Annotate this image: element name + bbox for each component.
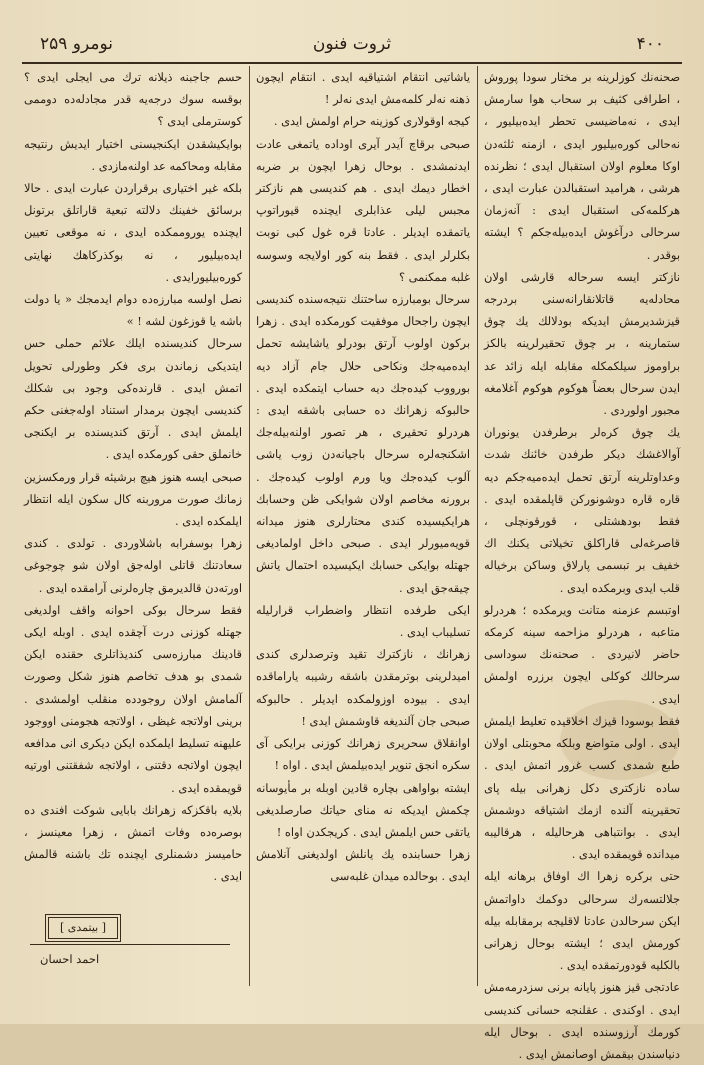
paragraph: اوانقلاق سحریری زهرانك کوزنی برایکی آی سکره انجق تنویر ایده‌بیلمش ایدی . اواه ! bbox=[256, 736, 470, 773]
text-column-left bbox=[24, 66, 242, 912]
paragraph: کیجه اوقولاری کوزینه حرام اولمش ایدی . bbox=[273, 114, 470, 129]
paragraph: صبحى ایسه هنوز هیچ برشیئه قرار ورمکسزین زمانك صورت مروربنه کال سکون ایله انتظار ایلمکده ایدى . bbox=[24, 469, 242, 529]
paragraph: ایکی طرفده انتظار واضطراب قرارلیله تسلیباب ایدی . bbox=[256, 602, 470, 640]
paragraph: بلکه غیر اختیاری برقراردن عبارت ایدى . حالا برسائق خفینك دلالته تبعیة قاراتلق برتونل ایچنده یوروممکده ایدى ، نه موقعى تعیین ایده‌بیلیور ، نه بوکذرکاهك نهایتى کوره‌بیلیورایدى . bbox=[24, 181, 242, 284]
journal-title: ثروت فنون bbox=[312, 34, 392, 54]
paragraph: ایشته بواواهی بچاره قادین اوبله بر مأیوسانه چکمش ایدیکه نه منای حیاتك صارصلدیغی یاتقی حس ایلمش ایدی . کریجکدن اواه ! bbox=[256, 780, 470, 839]
paragraph: یاشاتیی انتقام اشتیاقیه ایدی . انتقام ایچون ذهنه نه‌لر کلمه‌مش ایدی نه‌لر ! bbox=[256, 70, 470, 107]
paragraph: یك چوق کره‌لر برطرفدن یونوران آوالاغشك دیکر طرفدن خائنك شدت وعداوتلرینه آرتق تحمل ایده‌میه‌جکم دیه قاره قاره دوشونورکن قاپلمقده ایدی . فقط بودهشتلی ، قورقونچلی ، قاصرغه‌لی قاراکلق تخیلاتی یکنك اك خفیف بر تبسمی پارلاق وساکن برخیاله قلب ایدی وبرمکده ایدی . bbox=[484, 425, 680, 595]
paragraph: نازکتر ایسه سرحاله قارشی اولان محادله‌یه قاتلانقارانه‌سنی بردرجه قیزشدیرمش ایدیکه بودلالك یك چوق ستمارینه ، بر چوق تحقیرلرینه بالکز براوموز سیلکمکله مقابله ایله زائد عد ایدن سرحال بعضاً هوکوم هوکوم آغلامغه مجبور اولوردی . bbox=[484, 269, 680, 418]
column-divider bbox=[249, 66, 250, 986]
paragraph: صبحی برقاچ آیدر آیری اوداده یاتمغی عادت ایدنمشدی . بوحال زهرا ایچون بر ضربه اخطار دیمك ایدی . هم کندیسی هم نازکتر مجبس لیلی عذابلری ایچنده قیوراتوپ یاتمقده ایدیلر . عادتا قره غول کبی نوبت بکلرلر ایدی . فقط بنه کور اولایجه وسوسه غلبه ممکنمی ؟ bbox=[256, 136, 470, 284]
paragraph: زهرا حسابنده یك یانلش اولدیغنی آنلامش ایدی . بوحالده میدان غلبه‌سی bbox=[256, 847, 470, 884]
paragraph: زهرانك ، نازکترك تقید وترصدلری کندی امیدلرینی بوترمقدن باشقه رشیبه یاراماقده ایدی . بیوده اوزولمکده ایدیلر . حالبوکه صبحی جان آلندیغه قاوشمش ایدی ! bbox=[256, 647, 470, 728]
paragraph: حتی برکره زهرا اك اوفاق برهانه ایله جلالتسه‌رك سرحالی دوکمك داواتمش ایکن سرحالدن عادتا لاقلیجه برمقابله بیله کورمش ایدی ؛ ایشته بوحال زهرانی بالکلیه قودورتمقده ایدی . bbox=[484, 869, 680, 973]
page-number: ۴۰۰ bbox=[636, 34, 664, 54]
paragraph: سرحال کندیسنده ایلك علائم حملى حس ایتدیکى زماندن برى فکر وطورلی تحویل اتمش ایدى . قارنده‌کى وجود بى شکلك کندیسى ایچون برمدار استناد اوله‌جغنى حکم ایلمش ایدى . آرتق کندیسنده بر ایکنجى خانملق حقى کورمکده ایدى . bbox=[24, 336, 242, 462]
paragraph: زهرا بوسفرابه باشلاوردى . تولدى . کندى سعادتنك قاتلى اوله‌جق اولان شو چوجوغى اورته‌دن قالدیرمق چاره‌لرنى آرامقده ایدى . bbox=[24, 536, 242, 595]
paragraph: نصل اولسه مبارزه‌ده دوام ایدمجك « يا دولت باشه يا قوزغون لشه ! » bbox=[24, 292, 242, 329]
to-be-continued-box: [ بیتمدى ] bbox=[48, 917, 118, 939]
paragraph: بوایکیشقدن ایکنجیسنى اختیار ایدیش رنتیجه مقابله ومحاکمه عد اولنه‌مازدى . bbox=[24, 136, 242, 173]
text-column-right bbox=[484, 66, 680, 1061]
column-divider bbox=[477, 66, 478, 986]
paragraph: فقط بوسودا قیزك اخلاقیده تعلیط ایلمش ایدی . اولی متواضع وبلکه محوبتلی اولان طبع شمدی کسب غرور اتمش ایدی . ساده نازکتری دکل زهرانی بیله پای تحقیرینه آلنده ازمك اشتیاقه دوشمش ایدی . بوانتباهی هرحالیله ، هرقالیبه میدانده قویمقده ایدی . bbox=[484, 713, 680, 862]
author-signature: احمد احسان bbox=[40, 952, 100, 966]
paragraph: عادتجی قیز هنوز پایانه برنی سزدرمه‌مش ایدی . اوکندی . عقلنجه حسانی کندیسی کورمك آرزوسنده ایدی . بوحال ایله دنیاسندن بیقمش اوصانمش ایدی . bbox=[484, 980, 680, 1061]
page-header bbox=[22, 30, 682, 64]
issue-number: نومرو ۲۵۹ bbox=[40, 34, 114, 54]
text-column-middle bbox=[256, 66, 470, 990]
paragraph: بلایه باقکزکه زهرانك بابایى شوکت افندى ده بوصره‌ده وفات اتمش ، زهرا معینسز ، حامیسز دشمنلرى ایچنده تك باشنه قالمش ایدى . bbox=[24, 802, 242, 884]
paragraph: فقط سرحال بوکى احوانه واقف اولدیغى جهتله کوزنى درت آچقده ایدى . اوبله ایکى قادینك مبارزه‌سى کندیذاتلرى حقنده ایکن شمدى بو هدف تخاصم هنوز شکل وصورت آلمامش اولان روجودده منقلب اولمشدى . برینى اولاتجه غیظى ، اولاتجه هجومنى اووجود علیهنه تسلیط ایلمکده ایکن دیکرى انى مدافعه ایچون اولاتجه دقتنى ، اولاتجه شفقتنى اورتیه قویمقده ایدى . bbox=[24, 602, 242, 795]
paragraph: حسم جاجبنه ذیلانه ترك مى ایجلى ایدى ؟ بوقسه سوك درجه‌یه قدر مجادله‌ده دوممى کوسترملى ایدى ؟ bbox=[24, 70, 242, 129]
paragraph: اوتبسم عزمنه متانت ویرمکده ؛ هردرلو متاعبه ، هردرلو مزاحمه سینه کرمکه حاضر لانیردی . صحنه‌نك سوداسی سرحالك کوکلی ایچون برزره اولمش ایدی . bbox=[484, 602, 680, 706]
author-separator bbox=[30, 944, 230, 945]
paragraph: صحنه‌نك کوزلرینه بر مختار سودا پوروش ، اطرافی کثیف بر سحاب هوا سارمش ایدی ، نه‌ماضیسی تحطر ایده‌بیلیور ، نه‌حالی کوره‌بیلیور ایدی ، ازمنه ثلثه‌دن اوکا معلوم اولان استقبال ایدی ؛ نظرنده هرشی ، هرامید استقبالدن عبارت ایدی ، هرکلمه‌کی استقبال ایدی : آنه‌زمان سرحالی درآغوش ایده‌بیله‌جکم ؟ ایشته بوقدر . bbox=[484, 70, 680, 262]
paragraph: سرحال بومبارزه ساحتنك نتیجه‌سنده کندیسی ایچون راجحال موفقیت کورمکده ایدی . زهرا برکون اولوب آرتق بودرلو یاشایشه تحمل ایده‌میه‌جك ونکاحی حلال جام آزاد دیه بورووب کیده‌جك دیه حساب ایتمکده ایدی . حالبوکه زهرانك ده حسابی باشقه ایدی : هردرلو تحقیری ، هر تصور اولنه‌بیله‌جك اشکنجه‌لره سرحال باجیانه‌دن زوب یاشی آلوب کیده‌جك ویا ورم اولوب کیده‌جك . برورنه مخاصم اولان شوایکی ظن وحسابك هرایکیسیده کندی محتارلری هنوز میدانه قویه‌میورلر ایدی . صبحی داخل اولمادیغی جهتله بوایکی حسابك ایکیسیده احتمال یاتش چیقه‌جق ایدی . bbox=[256, 292, 470, 595]
